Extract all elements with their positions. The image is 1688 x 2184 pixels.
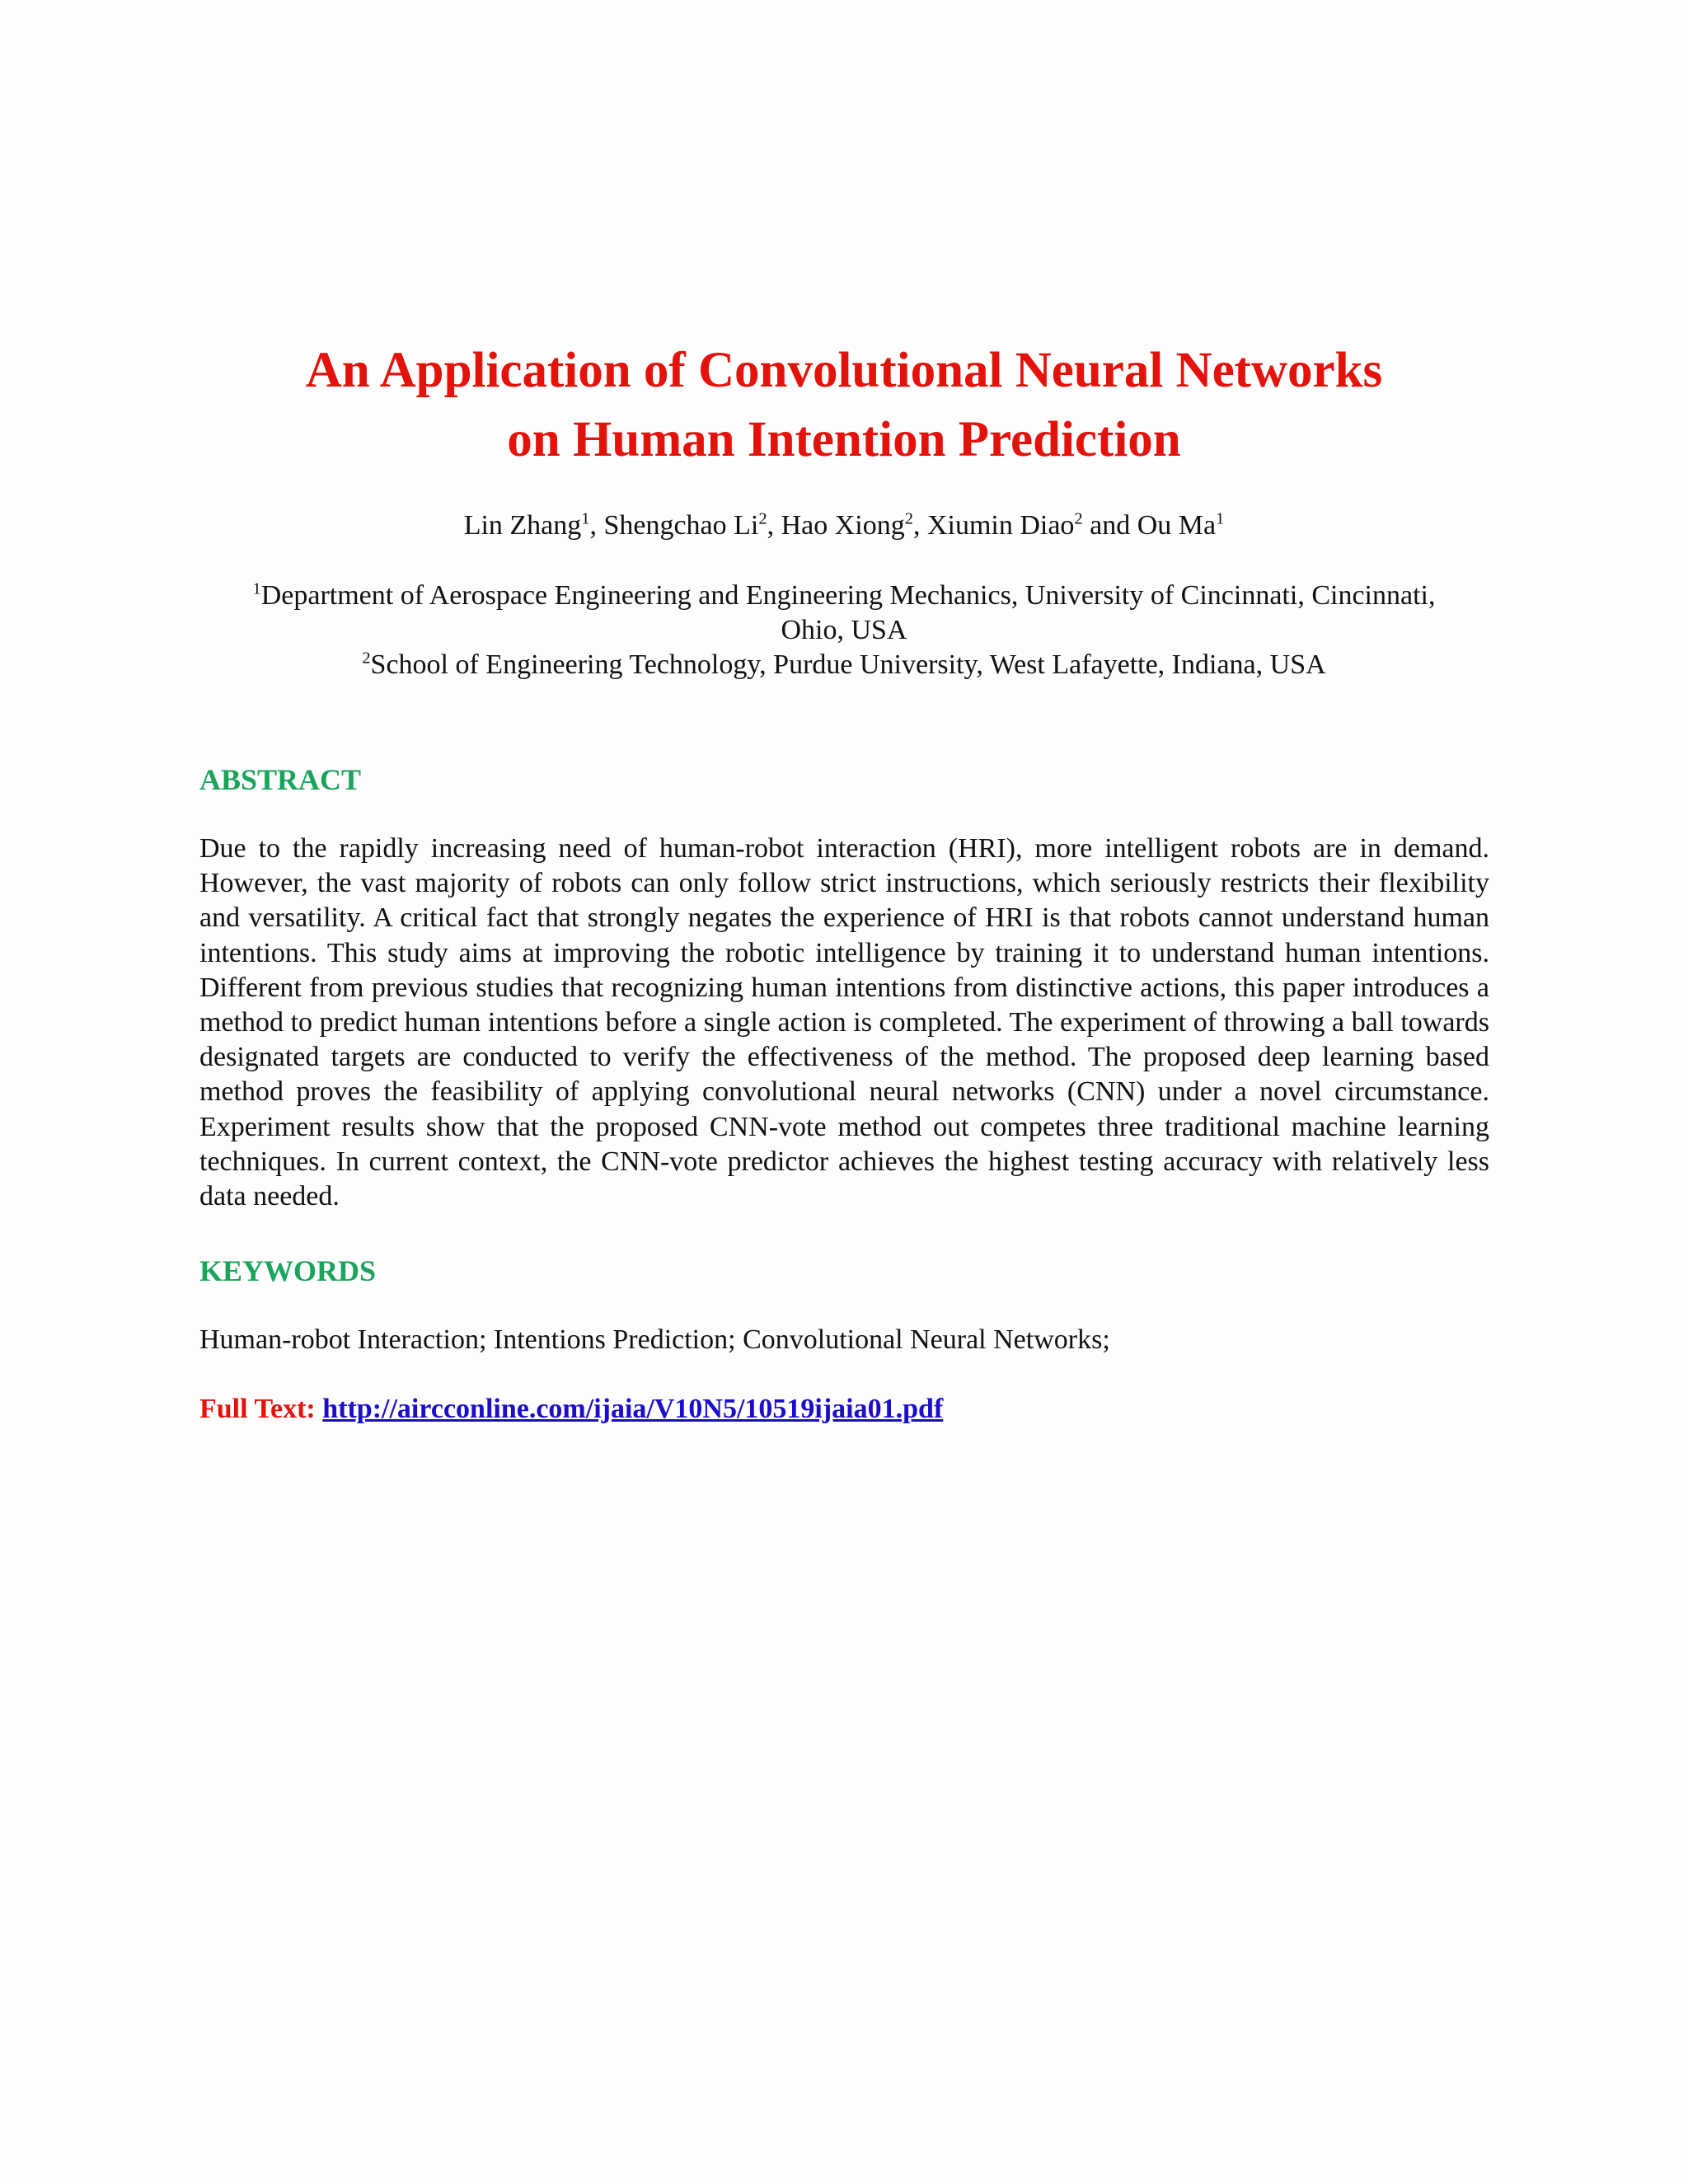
author-separator: , [589, 510, 604, 541]
author-separator: and [1082, 510, 1137, 541]
author-separator: , [912, 510, 927, 541]
abstract-body: Due to the rapidly increasing need of human-robot interaction (HRI), more intelligent robots are in demand. However, the vast majority of robots can only follow strict instructions, which seriously restricts their flexibility and versatility. A critical fact that strongly negates the experience of HRI is that robots cannot understand human intentions. This study aims at improving the robotic intelligence by training it to understand human intentions. Different from previous studies that recognizing human intentions from distinctive actions, this paper introduces a method to predict human intentions before a single action is completed. The experiment of throwing a ball towards designated targets are conducted to verify the effectiveness of the method. The proposed deep learning based method proves the feasibility of applying convolutional neural networks (CNN) under a novel circumstance. Experiment results show that the proposed CNN-vote method out competes three traditional machine learning techniques. In current context, the CNN-vote predictor achieves the highest testing accuracy with relatively less data needed. [199, 833, 1489, 1212]
full-text-line [199, 1392, 943, 1427]
paper-title [165, 336, 1523, 475]
full-text-link[interactable]: http://aircconline.com/ijaia/V10N5/10519ijaia01.pdf [322, 1394, 944, 1424]
author-separator: , [767, 510, 781, 541]
author-affiliation-mark: 1 [1216, 509, 1225, 528]
author-name: Lin Zhang [463, 510, 582, 541]
author-affiliation-mark: 2 [904, 509, 913, 528]
author-name: Xiumin Diao [926, 510, 1075, 541]
affiliations [165, 579, 1523, 682]
affiliation-1-continued: Ohio, USA [781, 615, 907, 645]
author-affiliation-mark: 1 [581, 509, 590, 528]
author-affiliation-mark: 2 [1074, 509, 1083, 528]
affiliation-mark: 1 [252, 579, 261, 598]
author-list [165, 509, 1523, 543]
author-name: Ou Ma [1137, 510, 1217, 541]
affiliation-text: Department of Aerospace Engineering and Engineering Mechanics, University of Cincinnati, Cincinnati, [260, 580, 1436, 611]
author-name: Shengchao Li [603, 510, 759, 541]
keywords-heading: KEYWORDS [199, 1254, 377, 1287]
affiliation-2 [165, 648, 1523, 682]
author-affiliation-mark: 2 [758, 509, 767, 528]
affiliation-1 [165, 579, 1523, 613]
affiliation-mark: 2 [362, 649, 371, 668]
title-line-2: on Human Intention Prediction [507, 412, 1181, 467]
keywords-body: Human-robot Interaction; Intentions Prediction; Convolutional Neural Networks; [199, 1324, 1110, 1355]
full-text-label: Full Text: [199, 1394, 316, 1424]
author-name: Hao Xiong [781, 510, 905, 541]
abstract-heading: ABSTRACT [199, 763, 362, 796]
affiliation-text: School of Engineering Technology, Purdue University, West Lafayette, Indiana, USA [370, 649, 1326, 680]
title-line-1: An Application of Convolutional Neural Networks [305, 343, 1383, 398]
